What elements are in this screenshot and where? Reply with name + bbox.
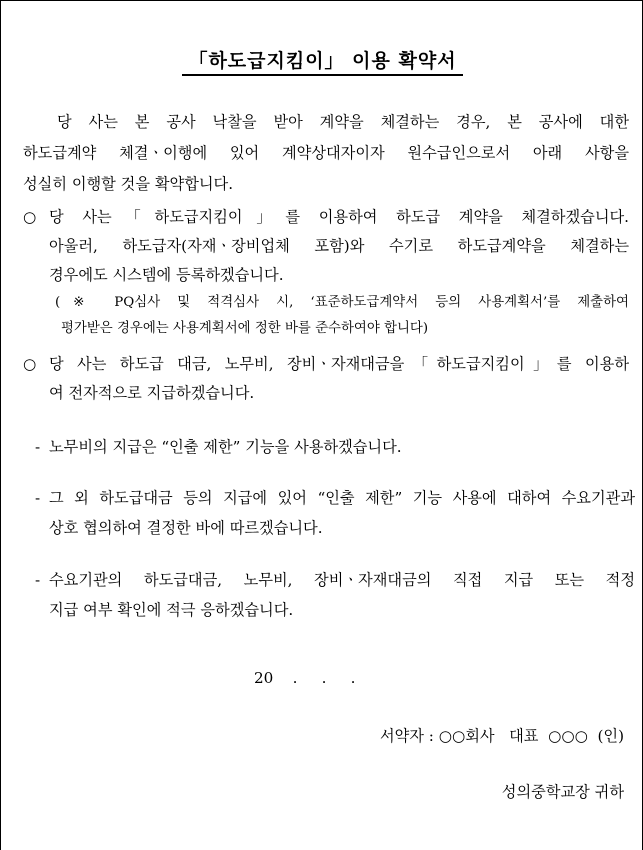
pledge-item-1-line-2: 아울러, 하도급자(자재ㆍ장비업체 포함)와 수기로 하도급계약을 체결하는 xyxy=(49,237,629,255)
intro-line-1: 당 사는 본 공사 낙찰을 받아 계약을 체결하는 경우, 본 공사에 대한 xyxy=(57,113,629,131)
pledge-item-2 xyxy=(23,350,629,408)
intro-line-2: 하도급계약 체결ㆍ이행에 있어 계약상대자이자 원수급인으로서 아래 사항을 xyxy=(23,144,629,162)
pledge-item-2-line-2: 여 전자적으로 지급하겠습니다. xyxy=(49,384,255,402)
document-title-text: 「하도급지킴이」 이용 확약서 xyxy=(182,50,462,76)
intro-paragraph xyxy=(23,107,629,200)
dash-mark: - xyxy=(35,438,41,456)
circle-bullet-icon: ○ xyxy=(23,355,37,373)
pledge-item-1-note xyxy=(55,290,629,342)
signature-line xyxy=(380,725,624,746)
addressee-line xyxy=(502,781,624,802)
dash-mark: - xyxy=(35,489,41,507)
pledge-date xyxy=(254,669,355,687)
sub-item-1 xyxy=(35,432,635,462)
pledge-item-1-note-line-2: 평가받은 경우에는 사용계획서에 정한 바를 준수하여야 합니다) xyxy=(61,321,429,336)
sub-item-2 xyxy=(35,483,635,543)
sub-item-1-line-1: 노무비의 지급은 “인출 제한” 기능을 사용하겠습니다. xyxy=(49,438,402,456)
pledge-item-1-note-line-1: (※ PQ심사 및 적격심사 시, ‘표준하도급계약서 등의 사용계획서’를 제출하여 xyxy=(55,295,629,310)
addressee-text: 성의중학교장 귀하 xyxy=(501,783,624,801)
sub-item-2-line-1: 그 외 하도급대금 등의 지급에 있어 “인출 제한” 기능 사용에 대하여 수요기관과 xyxy=(49,489,635,507)
pledge-item-1-line-3: 경우에도 시스템에 등록하겠습니다. xyxy=(49,266,284,284)
dash-mark: - xyxy=(35,571,41,589)
pledge-date-text: 20 . . . xyxy=(254,669,356,687)
pledge-item-1 xyxy=(23,203,629,342)
sub-item-2-line-2: 상호 협의하여 결정한 바에 따르겠습니다. xyxy=(49,519,323,537)
pledge-item-2-line-1: 당 사는 하도급 대금, 노무비, 장비ㆍ자재대금을「하도급지킴이」를 이용하 xyxy=(49,355,629,373)
signature-text: 서약자 : ○○회사 대표 ○○○ (인) xyxy=(379,727,624,745)
document-title xyxy=(1,46,643,73)
intro-line-3: 성실히 이행할 것을 확약합니다. xyxy=(23,175,234,193)
pledge-item-1-line-1: 당 사는「하도급지킴이」를 이용하여 하도급 계약을 체결하겠습니다. xyxy=(49,208,629,226)
sub-item-3-line-2: 지급 여부 확인에 적극 응하겠습니다. xyxy=(49,601,294,619)
circle-bullet-icon: ○ xyxy=(23,208,37,226)
sub-item-3-line-1: 수요기관의 하도급대금, 노무비, 장비ㆍ자재대금의 직접 지급 또는 적정 xyxy=(49,571,635,589)
sub-item-3 xyxy=(35,565,635,625)
